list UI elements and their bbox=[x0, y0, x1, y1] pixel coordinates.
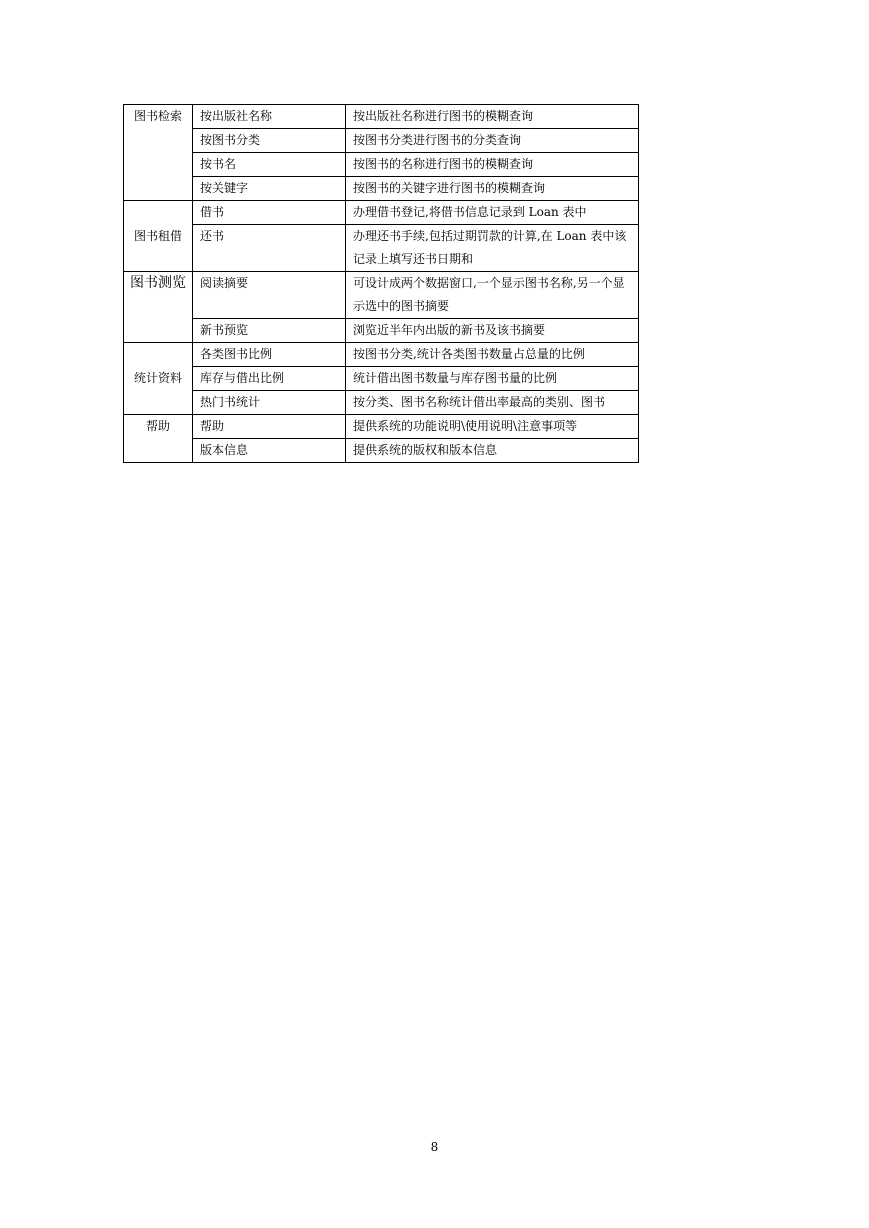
description-cell: 按图书分类,统计各类图书数量占总量的比例 bbox=[346, 343, 639, 367]
description-cell: 按出版社名称进行图书的模糊查询 bbox=[346, 105, 639, 129]
description-cell: 统计借出图书数量与库存图书量的比例 bbox=[346, 367, 639, 391]
table-row bbox=[124, 391, 639, 415]
table-row bbox=[124, 201, 639, 225]
function-cell: 按出版社名称 bbox=[193, 105, 346, 129]
description-cell: 办理还书手续,包括过期罚款的计算,在 Loan 表中该记录上填写还书日期和 bbox=[346, 225, 639, 272]
description-cell: 按图书分类进行图书的分类查询 bbox=[346, 129, 639, 153]
description-cell: 按图书的名称进行图书的模糊查询 bbox=[346, 153, 639, 177]
description-cell: 按分类、图书名称统计借出率最高的类别、图书 bbox=[346, 391, 639, 415]
function-cell: 热门书统计 bbox=[193, 391, 346, 415]
function-cell: 阅读摘要 bbox=[193, 272, 346, 319]
table-row bbox=[124, 272, 639, 319]
function-cell: 新书预览 bbox=[193, 319, 346, 343]
function-cell: 各类图书比例 bbox=[193, 343, 346, 367]
module-cell: 图书测览 bbox=[124, 272, 193, 343]
table-row bbox=[124, 367, 639, 391]
description-cell: 浏览近半年内出版的新书及该书摘要 bbox=[346, 319, 639, 343]
description-cell: 提供系统的功能说明\使用说明\注意事项等 bbox=[346, 415, 639, 439]
table-row bbox=[124, 129, 639, 153]
module-cell: 图书租借 bbox=[124, 201, 193, 272]
description-cell: 按图书的关键字进行图书的模糊查询 bbox=[346, 177, 639, 201]
table-row bbox=[124, 153, 639, 177]
table-row bbox=[124, 105, 639, 129]
description-cell: 办理借书登记,将借书信息记录到 Loan 表中 bbox=[346, 201, 639, 225]
page-number: 8 bbox=[430, 1140, 439, 1154]
function-cell: 按图书分类 bbox=[193, 129, 346, 153]
function-cell: 借书 bbox=[193, 201, 346, 225]
function-table bbox=[123, 104, 639, 463]
function-cell: 版本信息 bbox=[193, 439, 346, 463]
table-row bbox=[124, 319, 639, 343]
table-row bbox=[124, 439, 639, 463]
function-cell: 库存与借出比例 bbox=[193, 367, 346, 391]
table-row bbox=[124, 343, 639, 367]
module-cell: 统计资料 bbox=[124, 343, 193, 415]
function-cell: 还书 bbox=[193, 225, 346, 272]
table-row bbox=[124, 225, 639, 272]
module-cell: 图书检索 bbox=[124, 105, 193, 201]
module-cell: 帮助 bbox=[124, 415, 193, 463]
function-cell: 帮助 bbox=[193, 415, 346, 439]
table-row bbox=[124, 177, 639, 201]
description-cell: 可设计成两个数据窗口,一个显示图书名称,另一个显示选中的图书摘要 bbox=[346, 272, 639, 319]
description-cell: 提供系统的版权和版本信息 bbox=[346, 439, 639, 463]
function-cell: 按书名 bbox=[193, 153, 346, 177]
table-row bbox=[124, 415, 639, 439]
function-cell: 按关键字 bbox=[193, 177, 346, 201]
